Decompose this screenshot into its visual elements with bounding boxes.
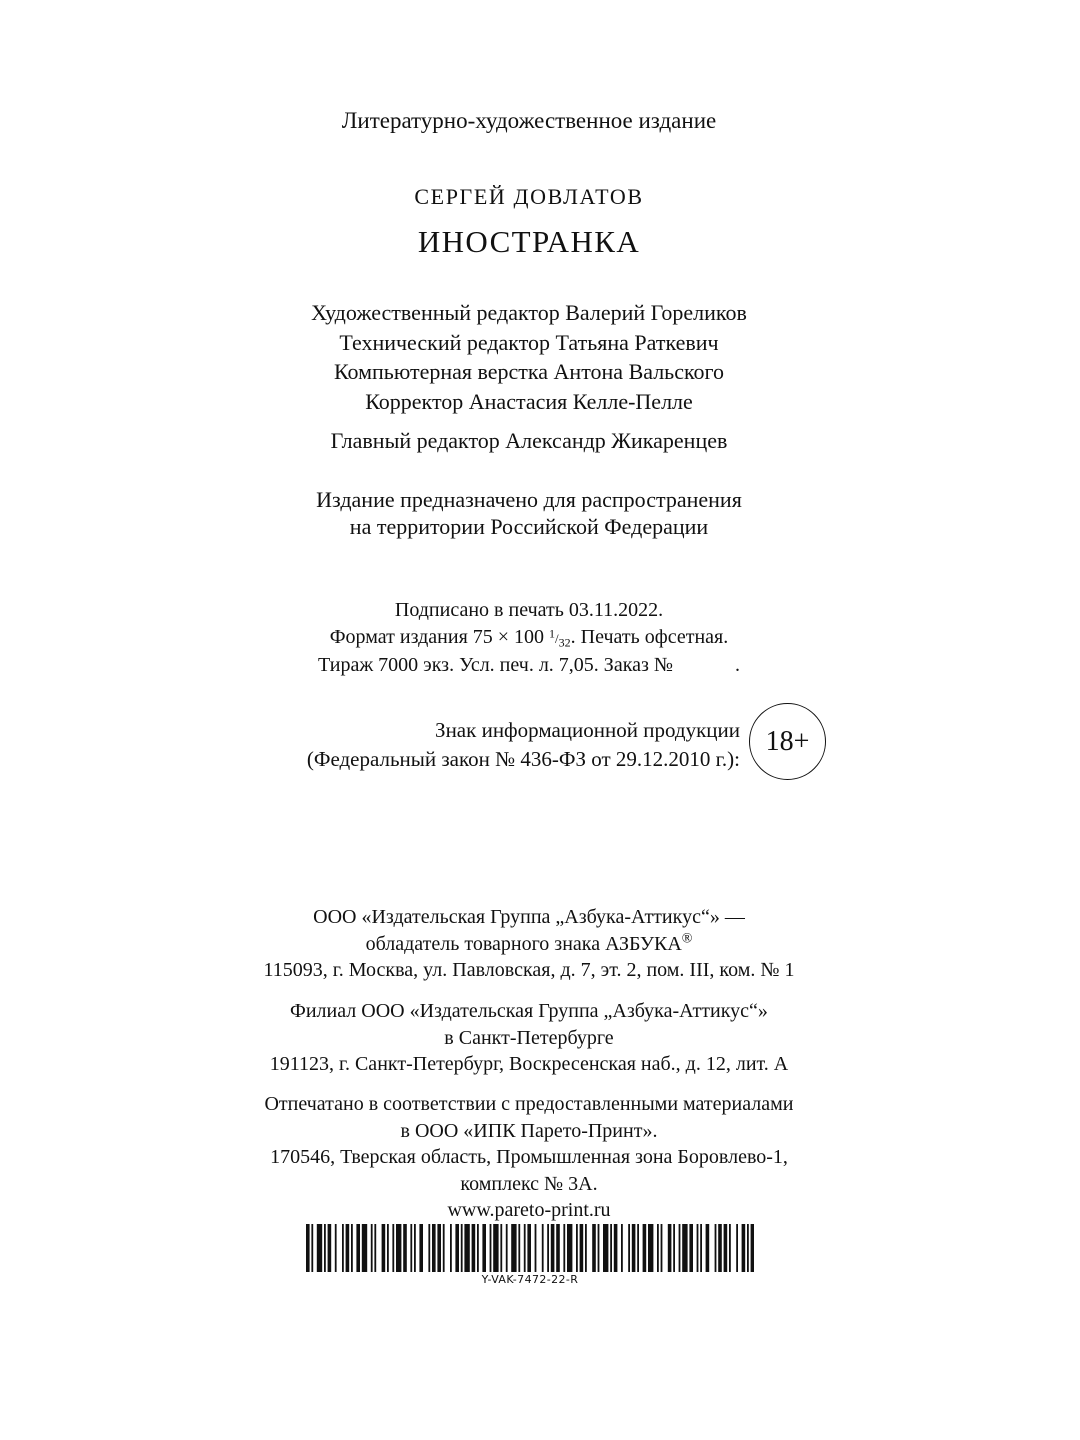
barcode-bar: [428, 1224, 430, 1272]
barcode-bar: [751, 1224, 754, 1272]
barcode-bar: [403, 1224, 407, 1272]
print-details: [0, 597, 1058, 679]
barcode-bar: [387, 1224, 389, 1272]
barcode-bar: [311, 1224, 313, 1272]
info-sign-line: Знак информационной продукции: [435, 718, 740, 742]
printer-name: в ООО «ИПК Парето-Принт».: [400, 1119, 658, 1142]
book-title: ИНОСТРАНКА: [417, 224, 641, 259]
barcode-bar: [610, 1224, 612, 1272]
barcode-bar: [374, 1224, 376, 1272]
barcode-bar: [542, 1224, 544, 1272]
barcode-bar: [392, 1224, 394, 1272]
credit-art-editor: Художественный редактор Валерий Гореликов: [311, 300, 747, 325]
barcode-bar: [603, 1224, 608, 1272]
barcode-bar: [443, 1224, 445, 1272]
barcode-bar: [346, 1224, 350, 1272]
publisher-block: [0, 904, 1058, 984]
barcode-bar: [673, 1224, 675, 1272]
barcode-bar: [718, 1224, 722, 1272]
barcode-bar: [661, 1224, 663, 1272]
barcode-bar: [518, 1224, 520, 1272]
credit-layout: Компьютерная верстка Антона Вальского: [333, 359, 725, 384]
age-rating-badge: 18+: [749, 703, 826, 780]
barcode-bar: [382, 1224, 386, 1272]
barcode-bars: [306, 1224, 754, 1272]
format-prefix: Формат издания 75 × 100: [329, 625, 545, 648]
barcode-bar: [715, 1224, 717, 1272]
barcode-bar: [324, 1224, 326, 1272]
barcode-bar: [682, 1224, 687, 1272]
barcode-bar: [648, 1224, 653, 1272]
barcode-bar: [668, 1224, 672, 1272]
barcode-bar: [328, 1224, 332, 1272]
run-suffix: .: [734, 654, 740, 676]
barcode-bar: [450, 1224, 452, 1272]
barcode-bar: [362, 1224, 367, 1272]
barcode-bar: [490, 1224, 492, 1272]
barcode-bar: [472, 1224, 476, 1272]
barcode-bar: [306, 1224, 310, 1272]
barcode-bar: [643, 1224, 647, 1272]
barcode-bar: [506, 1224, 508, 1272]
branch-city: в Санкт-Петербурге: [444, 1026, 614, 1049]
publisher-address: 115093, г. Москва, ул. Павловская, д. 7, эт. 2, пом. III, ком. № 1: [263, 959, 795, 981]
barcode-bar: [637, 1224, 639, 1272]
barcode-bar: [736, 1224, 738, 1272]
barcode-bar: [437, 1224, 441, 1272]
barcode-bar: [576, 1224, 578, 1272]
printer-address-cont: комплекс № 3А.: [460, 1172, 598, 1195]
barcode-bar: [500, 1224, 502, 1272]
credit-tech-editor: Технический редактор Татьяна Раткевич: [339, 329, 719, 355]
barcode-bar: [632, 1224, 636, 1272]
barcode-bar: [706, 1224, 710, 1272]
barcode-bar: [628, 1224, 630, 1272]
distribution-line: Издание предназначено для распространения: [316, 487, 742, 512]
trademark-line: [0, 931, 1058, 958]
chief-editor: Главный редактор Александр Жикаренцев: [330, 428, 728, 453]
printer-website: www.pareto-print.ru: [447, 1199, 611, 1221]
barcode-bar: [556, 1224, 560, 1272]
printer-address: 170546, Тверская область, Промышленная зона Боровлево-1,: [270, 1146, 788, 1168]
format-suffix: . Печать офсетная.: [570, 625, 729, 648]
barcode: [306, 1224, 754, 1272]
format-denominator: 32: [558, 635, 571, 650]
format-numerator: 1: [549, 626, 556, 641]
branch-name: Филиал ООО «Издательская Группа „Азбука-Аттикус“»: [290, 1000, 768, 1022]
barcode-bar: [585, 1224, 587, 1272]
barcode-bar: [689, 1224, 693, 1272]
registered-mark: ®: [681, 930, 693, 946]
barcode-bar: [527, 1224, 531, 1272]
run-line: [0, 652, 1058, 679]
barcode-bar: [700, 1224, 702, 1272]
branch-address: 191123, г. Санкт-Петербург, Воскресенская наб., д. 12, лит. А: [269, 1053, 789, 1075]
printer-block: [0, 1091, 1058, 1224]
barcode-bar: [351, 1224, 353, 1272]
barcode-bar: [679, 1224, 681, 1272]
barcode-bar: [482, 1224, 486, 1272]
credit-proofreader: Корректор Анастасия Келле-Пелле: [365, 388, 693, 414]
barcode-bar: [317, 1224, 322, 1272]
signed-date: Подписано в печать 03.11.2022.: [394, 599, 664, 621]
barcode-bar: [511, 1224, 516, 1272]
barcode-bar: [724, 1224, 728, 1272]
barcode-bar: [464, 1224, 469, 1272]
barcode-bar: [493, 1224, 498, 1272]
barcode-bar: [461, 1224, 463, 1272]
format-line: [0, 624, 1058, 653]
barcode-code: Y-VAK-7472-22-R: [481, 1273, 579, 1286]
info-product-sign: [238, 716, 740, 774]
barcode-bar: [592, 1224, 596, 1272]
distribution-line: на территории Российской Федерации: [349, 514, 709, 539]
barcode-bar: [547, 1224, 549, 1272]
barcode-bar: [535, 1224, 537, 1272]
barcode-bar: [551, 1224, 555, 1272]
barcode-bar: [396, 1224, 401, 1272]
barcode-bar: [371, 1224, 373, 1272]
printer-note: Отпечатано в соответствии с предоставленными материалами: [264, 1093, 794, 1115]
barcode-bar: [580, 1224, 584, 1272]
barcode-bar: [742, 1224, 746, 1272]
credits-block: [0, 298, 1058, 416]
publisher-name: ООО «Издательская Группа „Азбука-Аттикус“» —: [313, 906, 745, 928]
info-sign-law: (Федеральный закон № 436-ФЗ от 29.12.2010 г.):: [306, 747, 740, 771]
barcode-bar: [477, 1224, 479, 1272]
author-name: СЕРГЕЙ ДОВЛАТОВ: [414, 184, 644, 209]
barcode-bar: [697, 1224, 699, 1272]
barcode-bar: [614, 1224, 618, 1272]
branch-block: [0, 998, 1058, 1078]
format-fraction: $^1/_{32}$: [549, 626, 571, 650]
barcode-bar: [524, 1224, 526, 1272]
barcode-bar: [657, 1224, 659, 1272]
barcode-bar: [729, 1224, 731, 1272]
trademark-text: обладатель товарного знака АЗБУКА: [365, 932, 682, 955]
run-prefix: Тираж 7000 экз. Усл. печ. л. 7,05. Заказ №: [318, 654, 673, 676]
genre-line: Литературно-художественное издание: [341, 108, 717, 133]
barcode-bar: [563, 1224, 565, 1272]
barcode-bar: [598, 1224, 600, 1272]
barcode-bar: [414, 1224, 416, 1272]
barcode-bar: [621, 1224, 623, 1272]
barcode-bar: [342, 1224, 344, 1272]
distribution-note: [0, 486, 1058, 540]
barcode-bar: [335, 1224, 337, 1272]
barcode-bar: [567, 1224, 572, 1272]
barcode-bar: [432, 1224, 436, 1272]
barcode-bar: [410, 1224, 412, 1272]
barcode-bar: [455, 1224, 459, 1272]
barcode-bar: [356, 1224, 360, 1272]
barcode-bar: [419, 1224, 423, 1272]
barcode-bar: [747, 1224, 749, 1272]
